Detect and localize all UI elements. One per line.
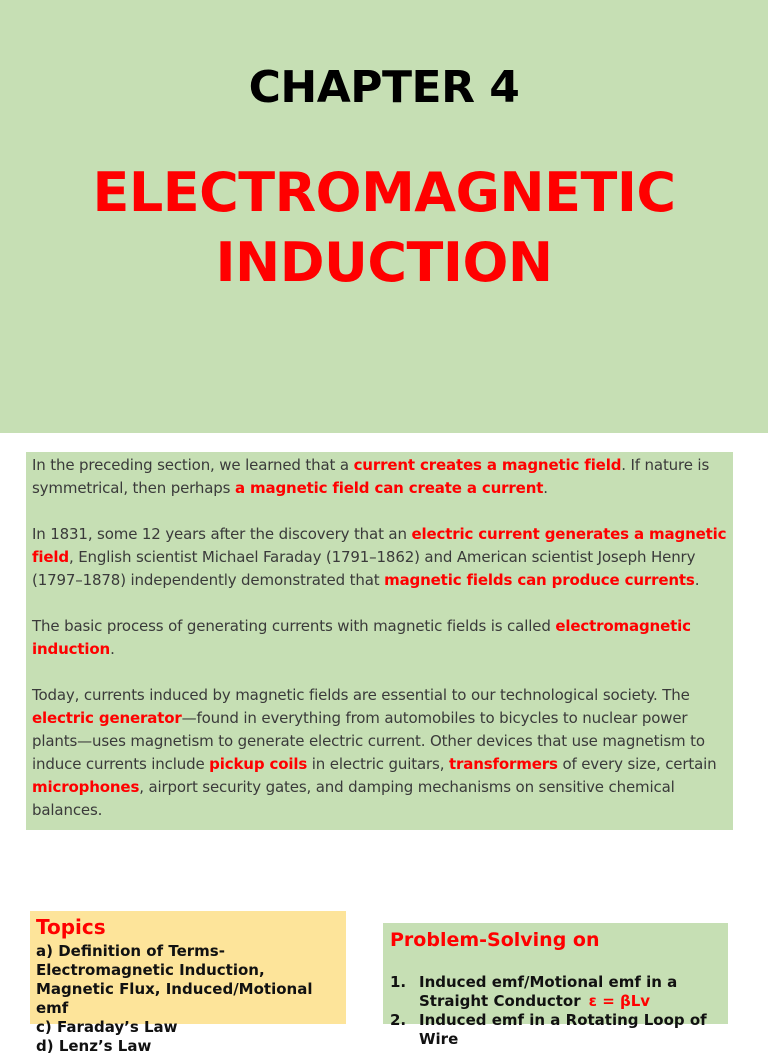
highlighted-phrase: electric generator — [32, 709, 182, 727]
intro-paragraph-4 — [32, 684, 728, 822]
problem-solving-box — [383, 923, 728, 1048]
text-run: The basic process of generating currents with magnetic fields is called — [32, 617, 556, 635]
problem-number: 1. — [390, 973, 407, 991]
highlighted-phrase: pickup coils — [209, 755, 308, 773]
problem-solving-list — [390, 973, 725, 1049]
text-run: of every size, certain — [557, 755, 717, 773]
problem-text — [419, 1011, 725, 1049]
text-run: in electric guitars, — [307, 755, 449, 773]
problem-item — [390, 973, 725, 1011]
problem-formula: ε = βLv — [588, 992, 651, 1010]
highlighted-phrase: current creates a magnetic field — [353, 456, 622, 474]
text-run: , airport security gates, and damping mechanisms on sensitive chemical balances. — [32, 778, 675, 819]
problem-label: Induced emf/Motional emf in a Straight Conductor — [419, 973, 678, 1010]
chapter-title-line2: INDUCTION — [215, 231, 553, 294]
topics-title: Topics — [36, 915, 106, 939]
problem-text — [419, 973, 725, 1011]
topics-box — [30, 911, 346, 1055]
text-run: . — [110, 640, 115, 658]
text-run: In 1831, some 12 years after the discovery that an — [32, 525, 412, 543]
text-run: In the preceding section, we learned that a — [32, 456, 354, 474]
problem-solving-title: Problem-Solving on — [390, 929, 600, 951]
highlighted-phrase: magnetic fields can produce currents — [384, 571, 695, 589]
topic-item: a) Definition of Terms-Electromagnetic Induction, Magnetic Flux, Induced/Motional emf — [36, 942, 313, 1017]
chapter-title-line1: ELECTROMAGNETIC — [92, 161, 676, 224]
intro-paragraph-1 — [32, 454, 728, 500]
text-run: . — [694, 571, 700, 589]
text-run: . If nature is symmetrical, then perhaps — [32, 456, 710, 497]
intro-text — [32, 454, 728, 845]
text-run: . — [543, 479, 548, 497]
highlighted-phrase: microphones — [32, 778, 140, 796]
highlighted-phrase: a magnetic field can create a current — [234, 479, 544, 497]
text-run: Today, currents induced by magnetic fields are essential to our technological society. The — [32, 686, 690, 704]
intro-text-box — [26, 452, 733, 830]
intro-paragraph-2 — [32, 523, 728, 592]
topic-item: c) Faraday’s Law — [36, 1018, 178, 1036]
text-run: , English scientist Michael Faraday (1791–1862) and American scientist Joseph Henry (1797–1878) independently demonstrated that — [32, 548, 696, 589]
title-slide — [0, 0, 768, 433]
problem-label: Induced emf in a Rotating Loop of Wire — [419, 1011, 707, 1048]
problem-number: 2. — [390, 1011, 407, 1029]
text-run: —found in everything from automobiles to bicycles to nuclear power plants—uses magnetism to generate electric current. Other devices that use magnetism to induce currents include — [32, 709, 705, 773]
problem-item — [390, 1011, 725, 1049]
highlighted-phrase: transformers — [448, 755, 558, 773]
topic-item: d) Lenz’s Law — [36, 1037, 152, 1055]
chapter-heading: CHAPTER 4 — [248, 62, 520, 113]
chapter-title — [0, 158, 768, 298]
topics-list — [36, 942, 341, 1056]
intro-paragraph-3 — [32, 615, 728, 661]
highlighted-phrase: electric current generates a magnetic field — [32, 525, 727, 566]
highlighted-phrase: electromagnetic induction — [32, 617, 691, 658]
